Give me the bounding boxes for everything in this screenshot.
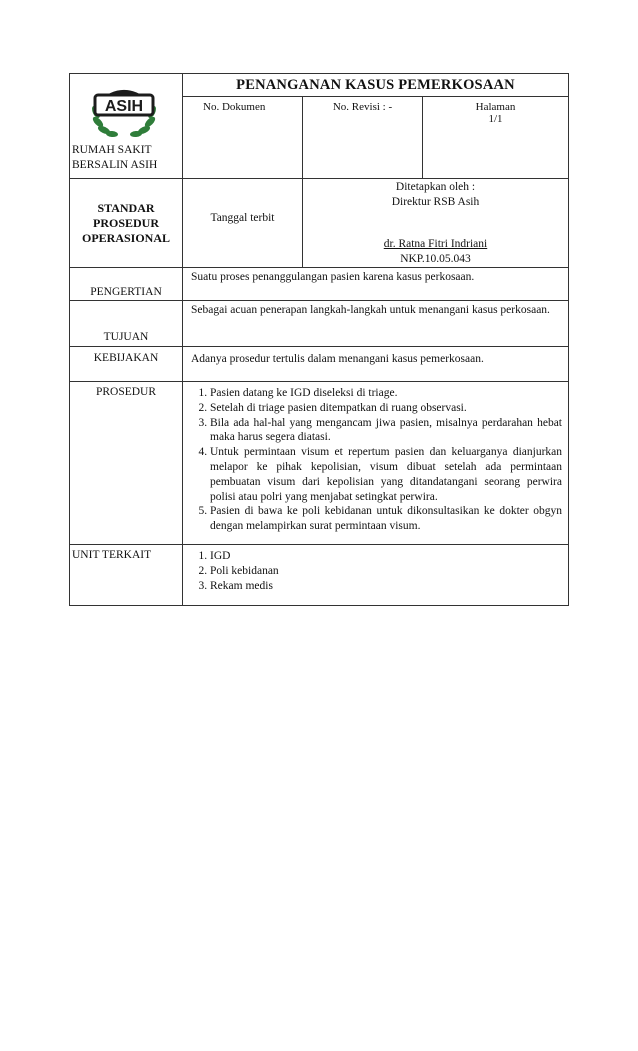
unit-terkait-item: 2. Poli kebidanan <box>210 564 562 579</box>
hospital-name-line2: BERSALIN ASIH <box>72 159 158 171</box>
kebijakan-text: Adanya prosedur tertulis dalam menangani kasus pemerkosaan. <box>183 347 569 382</box>
prosedur-list <box>191 386 562 534</box>
no-revisi-cell <box>303 97 423 179</box>
unit-terkait-item: 3. Rekam medis <box>210 579 562 594</box>
ditetapkan-cell <box>303 179 569 268</box>
no-dokumen-label: No. Dokumen <box>203 101 266 113</box>
halaman-label: Halaman <box>475 101 516 113</box>
prosedur-step: 2. Setelah di triage pasien ditempatkan di ruang observasi. <box>210 401 562 416</box>
no-revisi-label: No. Revisi : - <box>332 101 393 113</box>
unit-terkait-list <box>191 549 562 593</box>
unit-terkait-label: UNIT TERKAIT <box>70 544 183 605</box>
unit-terkait-cell <box>183 544 569 605</box>
prosedur-label: PROSEDUR <box>70 382 183 545</box>
hospital-logo <box>86 82 162 138</box>
prosedur-step: 5. Pasien di bawa ke poli kebidanan untuk dikonsultasikan ke dokter obgyn dengan melampirkan surat permintaan visum. <box>210 504 562 534</box>
prosedur-step: 4. Untuk permintaan visum et repertum pasien dan keluarganya dianjurkan melapor ke pihak kepolisian, visum dibuat setelah ada permintaan pembuatan visum dari kepolisian yang ditandatangani seorang perwira polisi atau polri yang menjabat setingkat perwira. <box>210 445 562 504</box>
hospital-identity-cell <box>70 74 183 179</box>
tanggal-terbit-cell <box>183 179 303 268</box>
document-title: PENANGANAN KASUS PEMERKOSAAN <box>183 74 569 97</box>
halaman-value: 1/1 <box>488 113 503 125</box>
director-name: dr. Ratna Fitri Indriani <box>383 238 488 250</box>
pengertian-text: Suatu proses penanggulangan pasien karena kasus perkosaan. <box>183 268 569 301</box>
prosedur-cell <box>183 382 569 545</box>
kebijakan-label: KEBIJAKAN <box>70 347 183 382</box>
halaman-cell <box>423 97 569 179</box>
unit-terkait-item: 1. IGD <box>210 549 562 564</box>
sop-label-line2: PROSEDUR <box>92 215 159 230</box>
tujuan-label: TUJUAN <box>70 301 183 347</box>
no-dokumen-cell <box>183 97 303 179</box>
hospital-name <box>72 143 157 173</box>
logo-text: ASIH <box>104 98 144 115</box>
sop-label-cell <box>70 179 183 268</box>
pengertian-label: PENGERTIAN <box>70 268 183 301</box>
director-nkp: NKP.10.05.043 <box>400 253 471 265</box>
ditetapkan-line1: Ditetapkan oleh : <box>395 181 476 193</box>
hospital-name-line1: RUMAH SAKIT <box>72 144 152 156</box>
sop-table <box>69 73 569 606</box>
tanggal-terbit-label: Tanggal terbit <box>210 212 275 224</box>
ditetapkan-line2: Direktur RSB Asih <box>391 196 480 208</box>
prosedur-step: 3. Bila ada hal-hal yang mengancam jiwa pasien, misalnya perdarahan hebat maka harus segera diatasi. <box>210 416 562 446</box>
sop-label-line3: OPERASIONAL <box>81 230 170 245</box>
tujuan-text: Sebagai acuan penerapan langkah-langkah untuk menangani kasus perkosaan. <box>183 301 569 347</box>
prosedur-step: 1. Pasien datang ke IGD diseleksi di triage. <box>210 386 562 401</box>
sop-label-line1: STANDAR <box>97 200 155 215</box>
